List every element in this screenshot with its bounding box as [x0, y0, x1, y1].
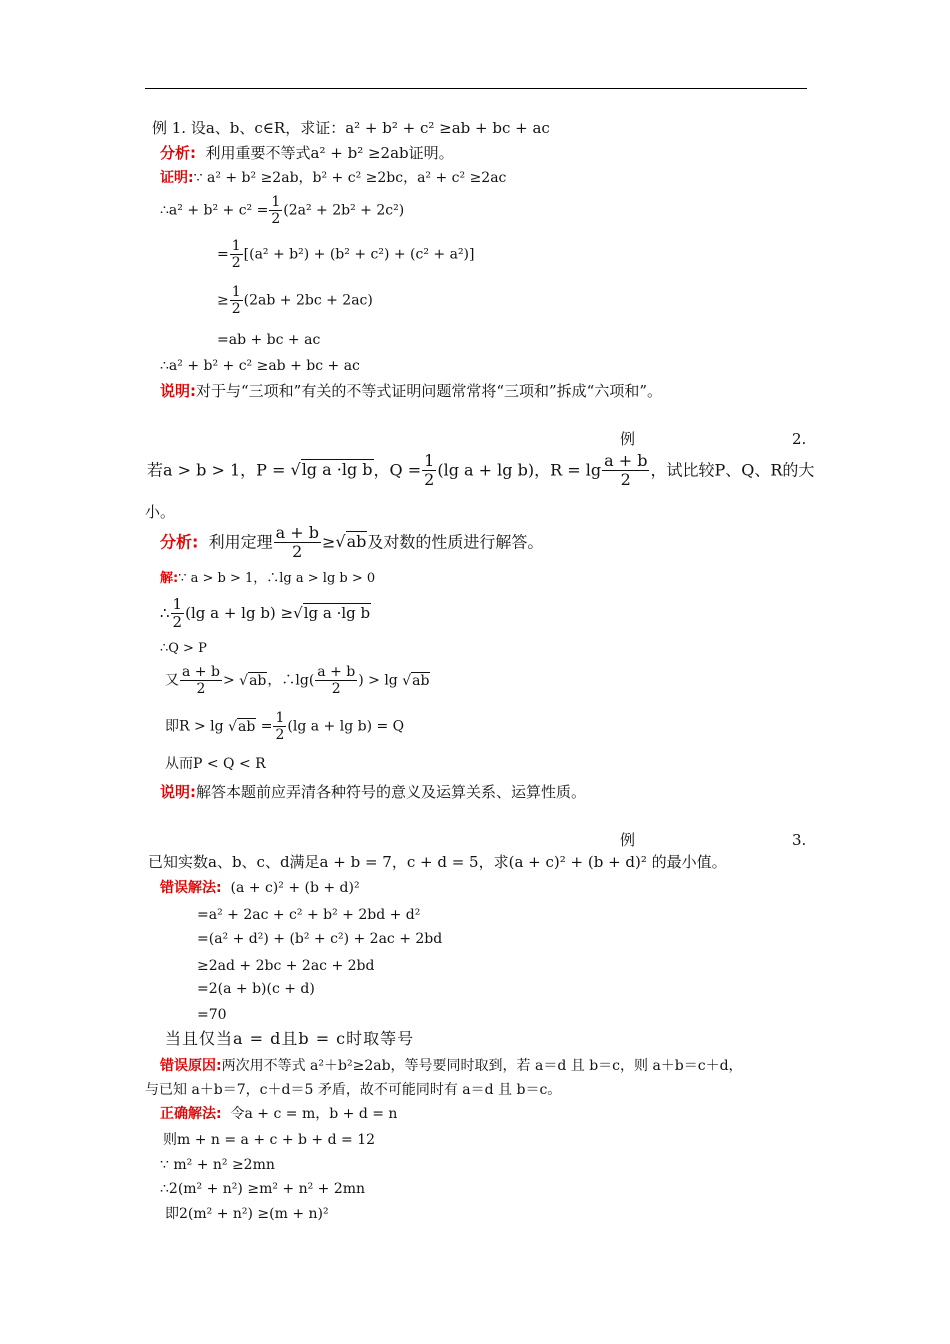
ex1-conclusion: ∴a² + b² + c² ≥ab + bc + ac: [160, 358, 360, 374]
fraction-half: $\frac{1}{2}$: [231, 238, 241, 272]
ex3-r2: ∵ m² + n² ≥2mn: [160, 1157, 275, 1173]
ex3-w6: 当且仅当a = d且b = c时取等号: [165, 1029, 415, 1048]
ex2-heading-word: 例: [620, 430, 636, 448]
ex1-step4: =ab + bc + ac: [217, 332, 321, 348]
ex3-heading-word: 例: [620, 831, 636, 849]
sqrt-icon: √ab: [402, 672, 430, 689]
label-reason: 错误原因:: [160, 1058, 222, 1074]
ex1-step3: ≥ $\frac{1}{2}$ (2ab + 2bc + 2ac): [217, 284, 373, 318]
ex3-reason-cont: 与已知 a＋b＝7，c＋d＝5 矛盾，故不可能同时有 a＝d 且 b＝c。: [145, 1082, 562, 1098]
fraction-ab-half: $\frac{a + b}{2}$: [317, 664, 356, 698]
fraction-ab-half: $\frac{a + b}{2}$: [604, 451, 648, 490]
label-proof: 证明:: [160, 170, 194, 186]
fraction-ab-half: $\frac{a + b}{2}$: [182, 664, 220, 698]
ex3-w1: =a² + 2ac + c² + b² + 2bd + d²: [197, 907, 421, 923]
ex3-w5: =70: [197, 1007, 227, 1023]
ex1-step1: ∴a² + b² + c² = $\frac{1}{2}$ (2a² + 2b² + 2c²): [160, 194, 405, 228]
ex1-title: 例 1. 设a、b、c∈R，求证：a² + b² + c² ≥ab + bc + ac: [152, 119, 550, 137]
ex3-w2: =(a² + d²) + (b² + c²) + 2ac + 2bd: [197, 931, 443, 947]
fraction-half: $\frac{1}{2}$: [231, 284, 241, 318]
ex2-s5: 从而P < Q < R: [165, 756, 266, 772]
label-note: 说明:: [160, 382, 196, 400]
fraction-ab-half: $\frac{a + b}{2}$: [275, 523, 319, 562]
label-wrong: 错误解法:: [160, 880, 222, 896]
ex1-note: 说明:对于与“三项和”有关的不等式证明问题常常将“三项和”拆成“六项和”。: [160, 382, 663, 400]
ex2-note: 说明:解答本题前应弄清各种符号的意义及运算关系、运算性质。: [160, 783, 587, 801]
ex2-analysis: 分析: 利用定理 $\frac{a + b}{2}$ ≥√ab及对数的性质进行解答。: [160, 523, 544, 562]
ex3-problem: 已知实数a、b、c、d满足a + b = 7，c + d = 5，求(a + c)² + (b + d)² 的最小值。: [148, 853, 727, 871]
ex3-r4: 即2(m² + n²) ≥(m + n)²: [165, 1206, 329, 1222]
ex2-s2: ∴Q > P: [160, 641, 207, 656]
label-note: 说明:: [160, 783, 196, 801]
label-solve: 解:: [160, 571, 179, 586]
header-rule: [145, 88, 807, 89]
ex2-solve: 解:∵ a > b > 1，∴lg a > lg b > 0: [160, 571, 376, 586]
sqrt-icon: √lg a ·lg b: [290, 460, 373, 480]
ex3-wrong: 错误解法: (a + c)² + (b + d)²: [160, 880, 360, 896]
fraction-half: $\frac{1}{2}$: [424, 451, 435, 490]
ex3-w3: ≥2ad + 2bc + 2ac + 2bd: [197, 958, 375, 974]
ex1-analysis: 分析: 利用重要不等式a² + b² ≥2ab证明。: [160, 144, 454, 162]
ex1-proof: 证明:∵ a² + b² ≥2ab，b² + c² ≥2bc，a² + c² ≥2ac: [160, 170, 507, 186]
fraction-half: $\frac{1}{2}$: [275, 710, 285, 744]
ex2-s4: 即R > lg √ab = $\frac{1}{2}$ (lg a + lg b) = Q: [165, 710, 405, 744]
label-analysis: 分析:: [160, 532, 199, 552]
ex3-r1: 则m + n = a + c + b + d = 12: [163, 1132, 376, 1148]
ex3-right: 正确解法: 令a + c = m，b + d = n: [160, 1106, 398, 1122]
label-right: 正确解法:: [160, 1106, 222, 1122]
fraction-half: $\frac{1}{2}$: [172, 595, 183, 632]
label-analysis: 分析:: [160, 144, 196, 162]
sqrt-icon: √ab: [228, 718, 256, 735]
ex3-r3: ∴2(m² + n²) ≥m² + n² + 2mn: [160, 1181, 366, 1197]
sqrt-icon: √ab: [335, 532, 367, 552]
ex3-heading-num: 3.: [792, 831, 807, 849]
ex2-condition: 若a > b > 1，P = √lg a ·lg b，Q = $\frac{1}{2}$ (lg a + lg b)，R = lg $\frac{a + b}{2}$ ，试比较P、Q、R的大: [147, 451, 815, 490]
ex3-reason: 错误原因:两次用不等式 a²＋b²≥2ab，等号要同时取到，若 a＝d 且 b＝c，则 a＋b＝c＋d，: [160, 1058, 743, 1074]
ex1-step2: = $\frac{1}{2}$ [(a² + b²) + (b² + c²) + (c² + a²)]: [217, 238, 475, 272]
sqrt-icon: √lg a ·lg b: [293, 603, 371, 622]
sqrt-icon: √ab: [239, 672, 267, 689]
ex2-s1: ∴ $\frac{1}{2}$ (lg a + lg b) ≥√lg a ·lg b: [160, 595, 371, 632]
ex2-ask-cont: 小。: [145, 503, 176, 521]
fraction-half: $\frac{1}{2}$: [271, 194, 281, 228]
ex2-heading-num: 2.: [792, 430, 807, 448]
ex2-s3: 又 $\frac{a + b}{2}$ > √ab，∴lg( $\frac{a + b}{2}$ ) > lg √ab: [165, 664, 430, 698]
ex3-w4: =2(a + b)(c + d): [197, 981, 315, 997]
